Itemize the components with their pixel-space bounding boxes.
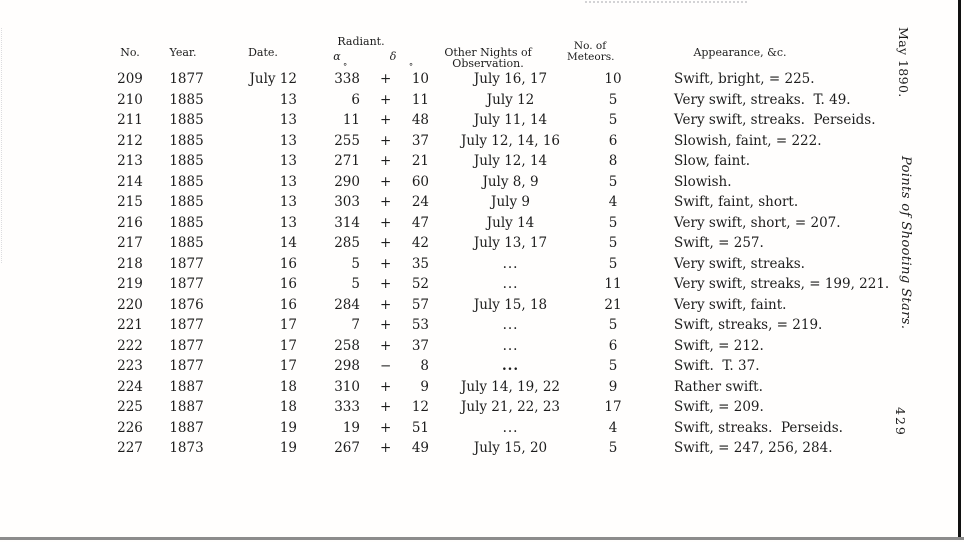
- cell-radiant-alpha: [300, 377, 360, 398]
- cell-no: 218: [117, 255, 143, 272]
- cell-year: 1885: [169, 112, 204, 128]
- radiant-delta-sign: −: [380, 358, 392, 374]
- cell-no: 214: [117, 173, 143, 190]
- radiant-alpha-value: 11: [342, 112, 360, 128]
- cell-other-nights: ...: [502, 419, 519, 436]
- radiant-alpha-value: 285: [334, 235, 360, 251]
- radiant-alpha-value: 310: [334, 378, 360, 395]
- cell-meteor-count: 4: [608, 419, 618, 436]
- cell-date: 16: [279, 255, 297, 272]
- cell-no: 213: [117, 153, 143, 169]
- cell-year: 1877: [169, 276, 204, 292]
- cell-radiant-delta: [360, 151, 429, 172]
- cell-other-nights: July 15, 18: [473, 296, 548, 313]
- cell-appearance: Swift. T. 37.: [674, 358, 760, 374]
- cell-other-nights: July 11, 14: [473, 112, 548, 128]
- cell-appearance: Swift, = 247, 256, 284.: [674, 440, 833, 456]
- cell-radiant-alpha: [300, 192, 360, 213]
- cell-meteor-count: 10: [604, 71, 622, 87]
- table-row: [100, 172, 900, 193]
- cell-radiant-delta: [360, 233, 429, 254]
- cell-no: 210: [117, 91, 143, 108]
- cell-date: 13: [279, 153, 297, 169]
- cell-appearance: Swift, faint, short.: [674, 194, 799, 210]
- page-right-edge-rule: [958, 0, 961, 539]
- radiant-delta-sign: +: [380, 194, 392, 210]
- cell-radiant-alpha: [300, 336, 360, 357]
- table-row: [100, 192, 900, 213]
- cell-date: 16: [279, 276, 297, 292]
- cell-appearance: Slowish.: [674, 173, 732, 190]
- cell-no: 212: [117, 132, 143, 149]
- cell-meteor-count: 4: [608, 194, 618, 210]
- cell-meteor-count: 6: [608, 132, 618, 149]
- cell-no: 223: [117, 358, 143, 374]
- radiant-delta-sign: +: [380, 71, 392, 87]
- column-header-date: Date.: [248, 46, 278, 59]
- margin-page-number: 429: [893, 407, 908, 437]
- cell-radiant-delta: [360, 295, 429, 316]
- cell-appearance: Swift, = 212.: [674, 337, 764, 354]
- cell-meteor-count: 5: [608, 173, 618, 190]
- cell-no: 211: [117, 112, 143, 128]
- table-row: [100, 274, 900, 295]
- cell-other-nights: July 9: [491, 194, 530, 210]
- cell-meteor-count: 11: [604, 276, 622, 292]
- cell-date: 14: [279, 235, 297, 251]
- cell-other-nights: July 13, 17: [473, 235, 548, 251]
- cell-radiant-alpha: [300, 151, 360, 172]
- cell-other-nights: July 12, 14: [473, 153, 548, 169]
- cell-date: 17: [279, 337, 297, 354]
- cell-radiant-alpha: [300, 233, 360, 254]
- cell-date: 16: [279, 296, 297, 313]
- column-header-delta: δ: [389, 50, 397, 63]
- radiant-delta-sign: +: [380, 378, 392, 395]
- cell-radiant-alpha: [300, 69, 360, 90]
- cell-radiant-alpha: [300, 254, 360, 275]
- cell-no: 219: [117, 276, 143, 292]
- cell-year: 1885: [169, 214, 204, 231]
- cell-meteor-count: 5: [608, 112, 618, 128]
- cell-no: 209: [117, 71, 143, 87]
- radiant-delta-value: 10 °: [412, 69, 429, 90]
- cell-year: 1877: [169, 317, 204, 333]
- cell-radiant-delta: [360, 131, 429, 152]
- cell-radiant-delta: [360, 438, 429, 459]
- cell-other-nights: July 14: [486, 214, 535, 231]
- cell-radiant-delta: [360, 90, 429, 111]
- cell-year: 1885: [169, 153, 204, 169]
- table-row: [100, 418, 900, 439]
- cell-radiant-delta: [360, 192, 429, 213]
- cell-year: 1885: [169, 194, 204, 210]
- radiant-delta-value: 60: [411, 173, 429, 190]
- column-header-alpha: α: [333, 50, 341, 63]
- cell-radiant-alpha: [300, 213, 360, 234]
- column-header-other-nights: Other Nights of Observation.: [444, 46, 532, 70]
- cell-date: July 12: [249, 71, 297, 87]
- cell-appearance: Very swift, streaks. T. 49.: [674, 91, 851, 108]
- cell-radiant-alpha: [300, 356, 360, 377]
- cell-date: 13: [279, 112, 297, 128]
- column-header-meteor-count-line2: Meteors.: [567, 50, 615, 63]
- cell-meteor-count: 5: [608, 91, 618, 108]
- radiant-alpha-value: 314: [334, 214, 360, 231]
- cell-year: 1873: [169, 440, 204, 456]
- cell-other-nights: July 14, 19, 22: [460, 378, 561, 395]
- radiant-delta-value: 57: [411, 296, 429, 313]
- table-row: [100, 254, 900, 275]
- table-body: [100, 69, 900, 459]
- cell-other-nights: ...: [502, 337, 519, 354]
- radiant-delta-sign: +: [380, 214, 392, 231]
- cell-no: 225: [117, 399, 143, 415]
- cell-appearance: Very swift, streaks.: [674, 255, 805, 272]
- cell-radiant-alpha: [300, 418, 360, 439]
- cell-other-nights: ...: [501, 358, 520, 374]
- radiant-alpha-value: 298: [334, 358, 360, 374]
- cell-meteor-count: 21: [604, 296, 622, 313]
- cell-appearance: Swift, = 209.: [674, 399, 764, 415]
- cell-other-nights: July 12, 14, 16: [460, 132, 561, 149]
- table-row: [100, 69, 900, 90]
- radiant-delta-value: 35: [411, 255, 429, 272]
- cell-meteor-count: 5: [608, 358, 618, 374]
- table-row: [100, 233, 900, 254]
- cell-no: 217: [117, 235, 143, 251]
- radiant-delta-value: 11: [411, 91, 429, 108]
- table-row: [100, 151, 900, 172]
- table-row: [100, 356, 900, 377]
- cell-year: 1885: [169, 91, 204, 108]
- radiant-alpha-value: 19: [342, 419, 360, 436]
- cell-radiant-alpha: [300, 172, 360, 193]
- cell-radiant-delta: [360, 213, 429, 234]
- radiant-alpha-value: 6: [351, 91, 360, 108]
- radiant-delta-value: 47: [411, 214, 429, 231]
- radiant-delta-sign: +: [380, 337, 392, 354]
- cell-meteor-count: 9: [608, 378, 618, 395]
- cell-date: 18: [279, 399, 297, 415]
- cell-date: 13: [279, 173, 297, 190]
- radiant-delta-value: 42: [411, 235, 429, 251]
- cell-year: 1876: [169, 296, 204, 313]
- radiant-delta-value: 49: [411, 440, 429, 456]
- column-header-meteor-count-line1: No. of: [573, 40, 607, 52]
- cell-radiant-alpha: [300, 295, 360, 316]
- radiant-alpha-value: 303: [334, 194, 360, 210]
- cell-date: 13: [279, 214, 297, 231]
- radiant-alpha-value: 271: [334, 153, 360, 169]
- column-header-no: No.: [120, 46, 140, 59]
- cell-appearance: Swift, = 257.: [674, 235, 764, 251]
- column-header-year: Year.: [169, 46, 197, 59]
- cell-radiant-alpha: [300, 90, 360, 111]
- cell-appearance: Rather swift.: [674, 378, 763, 395]
- cell-other-nights: ...: [502, 317, 519, 333]
- cell-other-nights: July 15, 20: [473, 440, 548, 456]
- cell-radiant-delta: [360, 356, 429, 377]
- radiant-alpha-value: 333: [334, 399, 360, 415]
- radiant-delta-sign: +: [380, 399, 392, 415]
- scan-top-dotted-edge: [585, 1, 747, 3]
- table-row: [100, 295, 900, 316]
- cell-appearance: Very swift, faint.: [674, 296, 787, 313]
- radiant-delta-value: 51: [411, 419, 429, 436]
- cell-radiant-alpha: [300, 315, 360, 336]
- cell-appearance: Very swift, streaks, = 199, 221.: [674, 276, 890, 292]
- radiant-delta-value: 53: [411, 317, 429, 333]
- cell-radiant-alpha: [300, 131, 360, 152]
- table-row: [100, 90, 900, 111]
- radiant-delta-sign: +: [380, 153, 392, 169]
- radiant-alpha-value: 338 °: [334, 69, 360, 90]
- radiant-alpha-value: 5: [351, 276, 360, 292]
- cell-year: 1885: [169, 235, 204, 251]
- cell-other-nights: July 16, 17: [473, 71, 548, 87]
- cell-meteor-count: 5: [608, 440, 618, 456]
- cell-no: 216: [117, 214, 143, 231]
- margin-month-label: May 1890.: [896, 27, 911, 98]
- radiant-delta-value: 48: [411, 112, 429, 128]
- cell-no: 221: [117, 317, 143, 333]
- radiant-delta-value: 12: [411, 399, 429, 415]
- cell-appearance: Swift, streaks, = 219.: [674, 317, 823, 333]
- scan-left-dotted-edge: [1, 28, 2, 263]
- radiant-alpha-value: 284: [334, 296, 360, 313]
- column-header-meteor-count: [567, 41, 613, 62]
- cell-meteor-count: 8: [608, 153, 618, 169]
- cell-date: 18: [279, 378, 297, 395]
- cell-appearance: Very swift, streaks. Perseids.: [674, 112, 876, 128]
- cell-meteor-count: 5: [608, 317, 618, 333]
- table-row: [100, 131, 900, 152]
- radiant-alpha-value: 290: [334, 173, 360, 190]
- radiant-delta-sign: +: [380, 440, 392, 456]
- cell-year: 1885: [169, 132, 204, 149]
- radiant-alpha-value: 7: [351, 317, 360, 333]
- cell-other-nights: ...: [502, 255, 519, 272]
- cell-year: 1887: [169, 378, 204, 395]
- cell-other-nights: July 8, 9: [482, 173, 539, 190]
- radiant-delta-sign: +: [380, 276, 392, 292]
- cell-date: 19: [279, 419, 297, 436]
- radiant-alpha-value: 267: [334, 440, 360, 456]
- cell-no: 226: [117, 419, 143, 436]
- cell-date: 17: [279, 317, 297, 333]
- cell-radiant-delta: [360, 397, 429, 418]
- page-bottom-edge-rule: [0, 537, 964, 540]
- cell-appearance: Very swift, short, = 207.: [674, 214, 841, 231]
- radiant-alpha-value: 5: [351, 255, 360, 272]
- table-row: [100, 438, 900, 459]
- radiant-delta-sign: +: [380, 255, 392, 272]
- radiant-delta-sign: +: [380, 296, 392, 313]
- cell-year: 1877: [169, 337, 204, 354]
- radiant-delta-value: 52: [411, 276, 429, 292]
- cell-date: 13: [279, 194, 297, 210]
- cell-radiant-alpha: [300, 110, 360, 131]
- cell-other-nights: ...: [502, 276, 519, 292]
- radiant-delta-sign: +: [380, 173, 392, 190]
- cell-radiant-alpha: [300, 274, 360, 295]
- margin-journal-title: Points of Shooting Stars.: [898, 156, 913, 330]
- cell-radiant-delta: [360, 69, 429, 90]
- cell-appearance: Slowish, faint, = 222.: [674, 132, 822, 149]
- radiant-delta-value: 37: [411, 337, 429, 354]
- cell-date: 13: [279, 91, 297, 108]
- column-header-radiant: Radiant.: [337, 35, 385, 48]
- cell-appearance: Slow, faint.: [674, 153, 751, 169]
- table-row: [100, 213, 900, 234]
- cell-appearance: Swift, bright, = 225.: [674, 71, 815, 87]
- cell-radiant-delta: [360, 377, 429, 398]
- cell-year: 1877: [169, 71, 204, 87]
- cell-year: 1887: [169, 399, 204, 415]
- cell-no: 215: [117, 194, 143, 210]
- cell-radiant-delta: [360, 254, 429, 275]
- radiant-delta-value: 9: [420, 378, 429, 395]
- cell-year: 1877: [169, 358, 204, 374]
- cell-radiant-delta: [360, 274, 429, 295]
- table-row: [100, 397, 900, 418]
- radiant-delta-value: 24: [411, 194, 429, 210]
- radiant-alpha-value: 258: [334, 337, 360, 354]
- cell-radiant-delta: [360, 315, 429, 336]
- radiant-delta-value: 8: [420, 358, 429, 374]
- cell-appearance: Swift, streaks. Perseids.: [674, 419, 843, 436]
- radiant-alpha-value: 255: [334, 132, 360, 149]
- cell-year: 1885: [169, 173, 204, 190]
- radiant-delta-sign: +: [380, 132, 392, 149]
- cell-date: 13: [279, 132, 297, 149]
- radiant-delta-sign: +: [380, 112, 392, 128]
- cell-date: 19: [279, 440, 297, 456]
- cell-no: 227: [117, 440, 143, 456]
- cell-date: 17: [279, 358, 297, 374]
- radiant-delta-sign: +: [380, 91, 392, 108]
- table-row: [100, 315, 900, 336]
- cell-radiant-delta: [360, 110, 429, 131]
- cell-no: 222: [117, 337, 143, 354]
- cell-meteor-count: 17: [604, 399, 622, 415]
- cell-radiant-alpha: [300, 438, 360, 459]
- cell-radiant-delta: [360, 172, 429, 193]
- cell-radiant-delta: [360, 336, 429, 357]
- cell-other-nights: July 12: [486, 91, 535, 108]
- cell-year: 1877: [169, 255, 204, 272]
- table-row: [100, 336, 900, 357]
- cell-radiant-alpha: [300, 397, 360, 418]
- cell-meteor-count: 6: [608, 337, 618, 354]
- radiant-delta-sign: +: [380, 419, 392, 436]
- cell-no: 220: [117, 296, 143, 313]
- cell-other-nights: July 21, 22, 23: [460, 399, 561, 415]
- cell-no: 224: [117, 378, 143, 395]
- radiant-delta-value: 21: [411, 153, 429, 169]
- table-row: [100, 377, 900, 398]
- cell-year: 1887: [169, 419, 204, 436]
- column-header-appearance: Appearance, &c.: [693, 46, 787, 59]
- radiant-delta-value: 37: [411, 132, 429, 149]
- cell-meteor-count: 5: [608, 235, 618, 251]
- cell-radiant-delta: [360, 418, 429, 439]
- cell-meteor-count: 5: [608, 214, 618, 231]
- radiant-delta-sign: +: [380, 235, 392, 251]
- cell-meteor-count: 5: [608, 255, 618, 272]
- radiant-delta-sign: +: [380, 317, 392, 333]
- table-row: [100, 110, 900, 131]
